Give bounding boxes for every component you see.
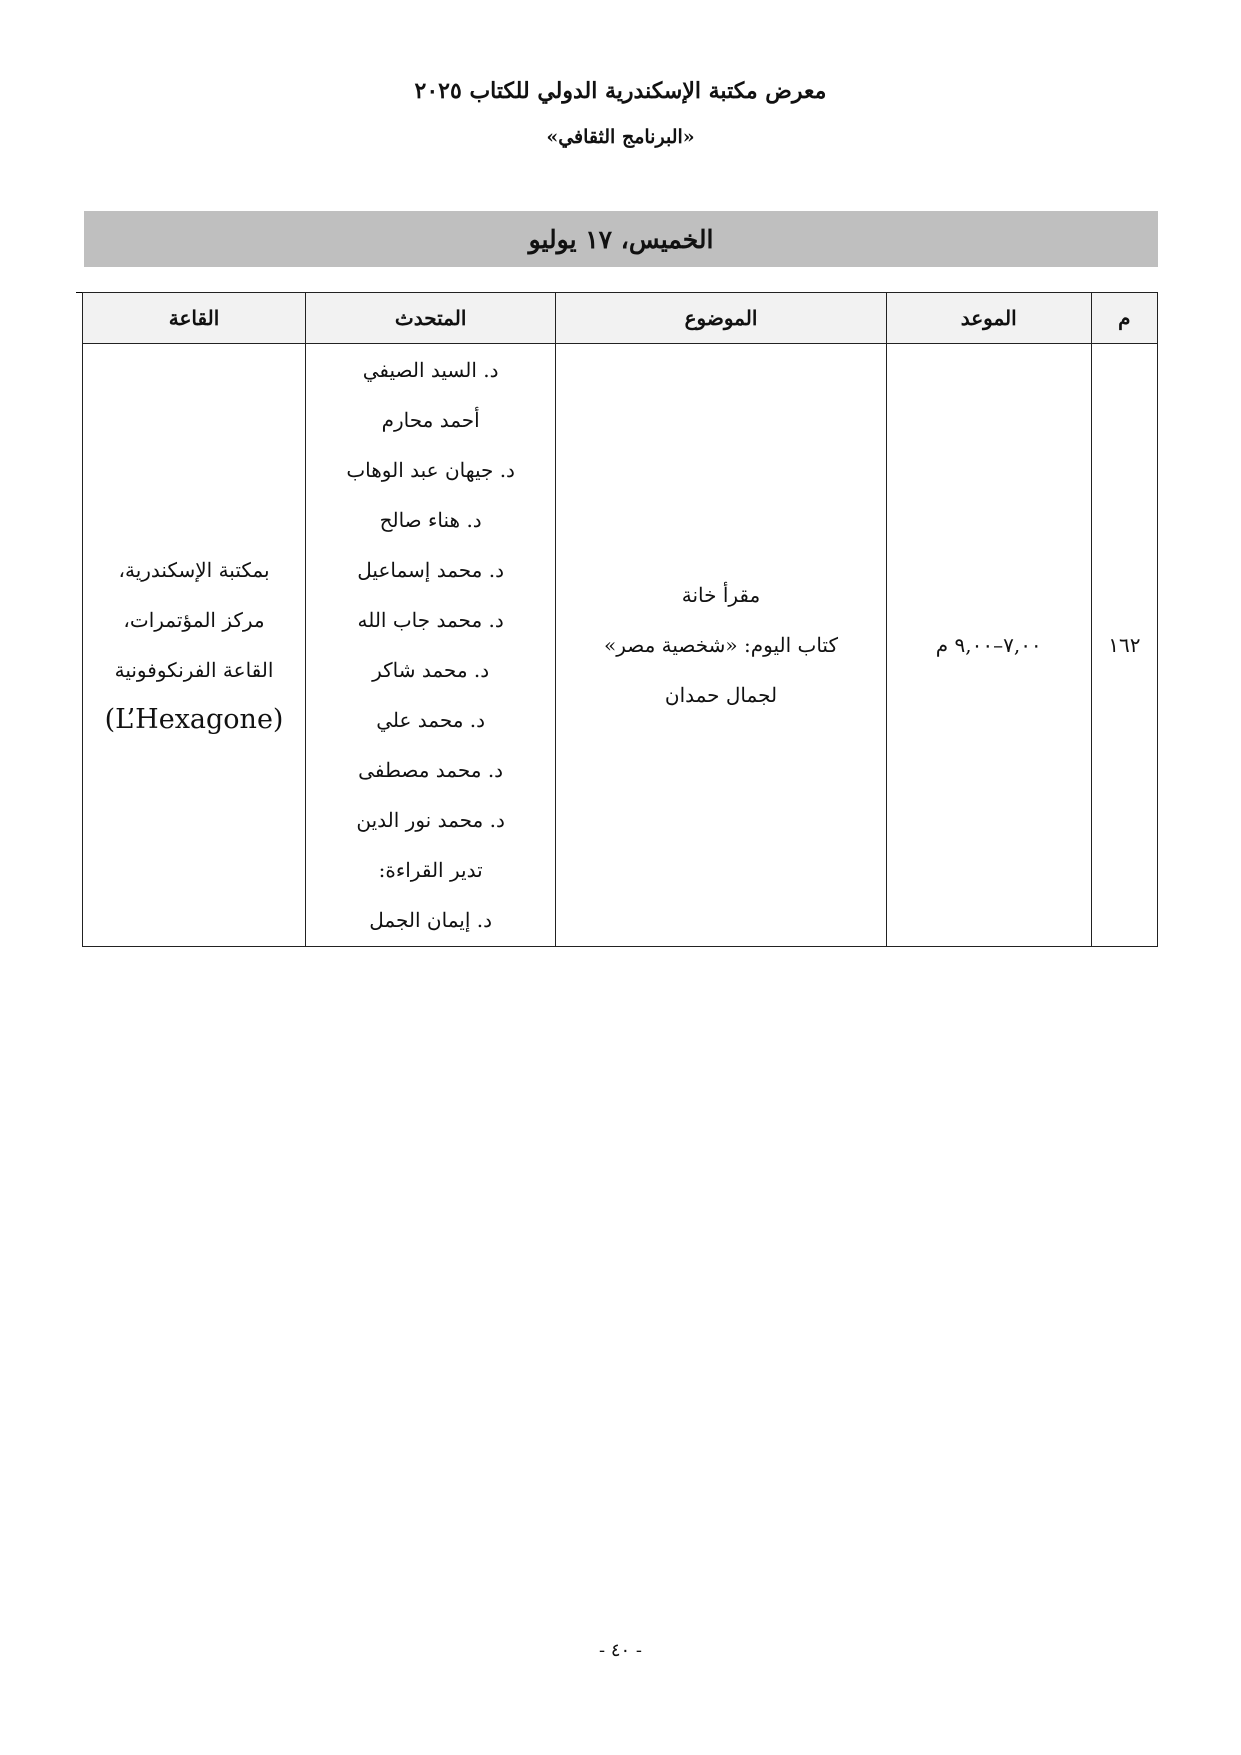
day-heading: الخميس، ١٧ يوليو: [84, 211, 1158, 267]
speaker-line: د. محمد إسماعيل: [357, 558, 505, 582]
header-num: م: [1091, 293, 1157, 344]
header-time: الموعد: [886, 293, 1091, 344]
speaker-line: د. محمد نور الدين: [356, 808, 505, 832]
topic-line: مقرأ خانة: [681, 583, 761, 607]
cell-time: ٧,٠٠–٩,٠٠ م: [886, 344, 1091, 947]
venue-line: مركز المؤتمرات،: [123, 608, 265, 632]
venue-line: بمكتبة الإسكندرية،: [118, 558, 270, 582]
venue-line: القاعة الفرنكوفونية: [114, 658, 274, 682]
moderator-label: تدير القراءة:: [378, 858, 483, 882]
header-venue: القاعة: [83, 293, 306, 344]
cell-venue: [83, 344, 306, 947]
speaker-line: د. هناء صالح: [379, 508, 482, 532]
cell-num: ١٦٢: [1091, 344, 1157, 947]
speaker-line: د. محمد جاب الله: [357, 608, 504, 632]
venue-line-english: (L’Hexagone): [104, 704, 284, 735]
cell-speakers: [306, 344, 556, 947]
header-topic: الموضوع: [556, 293, 887, 344]
document-subtitle: «البرنامج الثقافي»: [546, 126, 695, 148]
speaker-line: د. محمد علي: [376, 708, 486, 732]
table-header-row: [83, 293, 1158, 344]
header-speakers: المتحدث: [306, 293, 556, 344]
document-title: معرض مكتبة الإسكندرية الدولي للكتاب ٢٠٢٥: [414, 78, 827, 104]
table-row: [83, 344, 1158, 947]
schedule-table: [82, 292, 1158, 947]
speaker-line: د. السيد الصيفي: [362, 358, 499, 382]
speaker-line: د. محمد شاكر: [372, 658, 490, 682]
speaker-line: د. محمد مصطفى: [358, 758, 504, 782]
speaker-line: د. جيهان عبد الوهاب: [346, 458, 515, 482]
moderator-name: د. إيمان الجمل: [369, 908, 492, 932]
cell-topic: [556, 344, 887, 947]
speaker-line: أحمد محارم: [381, 408, 480, 432]
topic-line: كتاب اليوم: «شخصية مصر»: [603, 633, 838, 657]
page-number: - ٤٠ -: [599, 1640, 642, 1661]
topic-line: لجمال حمدان: [664, 683, 778, 707]
